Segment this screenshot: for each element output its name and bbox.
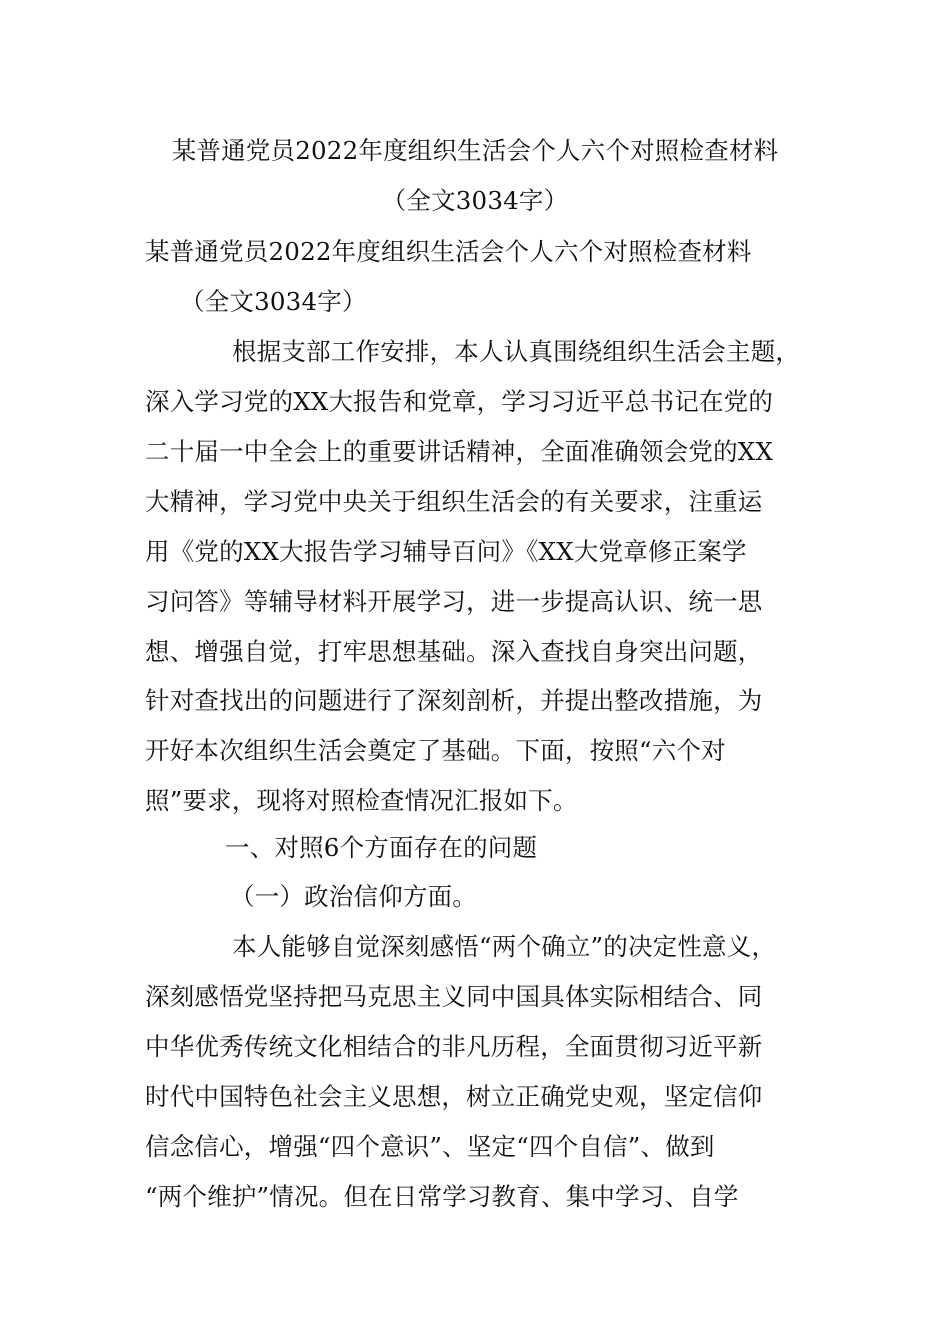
paragraph-line: 根据支部工作安排，本人认真围绕组织生活会主题，: [232, 337, 801, 366]
paragraph-line: 深刻感悟党坚持把马克思主义同中国具体实际相结合、同: [145, 982, 763, 1011]
subsection-heading: （一）政治信仰方面。: [230, 882, 477, 911]
paragraph-line: 中华优秀传统文化相结合的非凡历程，全面贯彻习近平新: [145, 1032, 763, 1061]
paragraph-line: 时代中国特色社会主义思想，树立正确党史观，坚定信仰: [145, 1082, 763, 1111]
paragraph-line: 想、增强自觉，打牢思想基础。深入查找自身突出问题，: [145, 637, 763, 666]
body-heading-sub: （全文3034字）: [180, 287, 367, 316]
paragraph-line: 深入学习党的XX大报告和党章，学习习近平总书记在党的: [145, 387, 774, 416]
document-subtitle: （全文3034字）: [381, 186, 569, 215]
document-title: 某普通党员2022年度组织生活会个人六个对照检查材料: [171, 136, 779, 165]
paragraph-line: 习问答》等辅导材料开展学习，进一步提高认识、统一思: [145, 587, 763, 616]
paragraph-line: 本人能够自觉深刻感悟“两个确立”的决定性意义，: [232, 932, 777, 961]
body-heading: 某普通党员2022年度组织生活会个人六个对照检查材料: [145, 237, 752, 266]
paragraph-line: 照”要求，现将对照检查情况汇报如下。: [145, 786, 578, 815]
section-heading: 一、对照6个方面存在的问题: [225, 833, 538, 862]
paragraph-line: 信念信心，增强“四个意识”、坚定“四个自信”、做到: [145, 1132, 715, 1161]
paragraph-line: 针对查找出的问题进行了深刻剖析，并提出整改措施，为: [145, 686, 763, 715]
paragraph-line: 开好本次组织生活会奠定了基础。下面，按照“六个对: [145, 736, 726, 765]
paragraph-line: 大精神，学习党中央关于组织生活会的有关要求，注重运: [145, 487, 763, 516]
paragraph-line: “两个维护”情况。但在日常学习教育、集中学习、自学: [145, 1182, 739, 1211]
paragraph-line: 用《党的XX大报告学习辅导百问》《XX大党章修正案学: [145, 537, 747, 566]
paragraph-line: 二十届一中全会上的重要讲话精神，全面准确领会党的XX: [145, 437, 774, 466]
